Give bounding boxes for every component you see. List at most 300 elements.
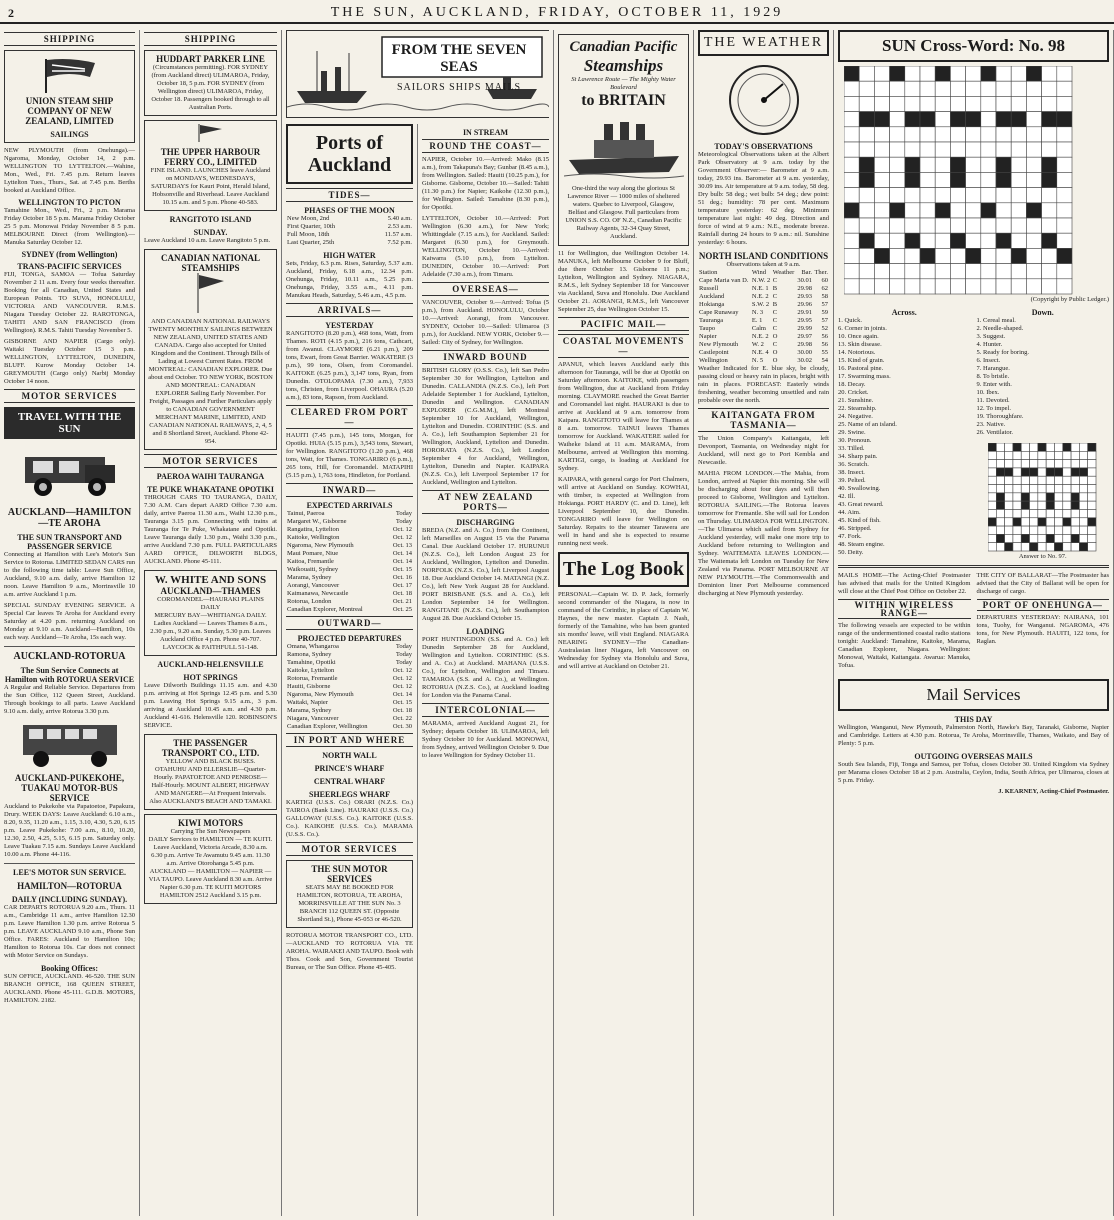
crossword-cell xyxy=(1013,443,1021,451)
crossword-cell xyxy=(859,112,874,127)
crossword-cell xyxy=(844,188,859,203)
crossword-cell xyxy=(1063,518,1071,526)
crossword-cell xyxy=(1087,509,1095,517)
down-clue: 26. Ventilator. xyxy=(976,429,1014,436)
across-clue: 1. Quick. xyxy=(838,317,863,324)
crossword-cell xyxy=(1071,543,1079,551)
crossword-cell xyxy=(1046,485,1054,493)
huddart-ad xyxy=(144,50,277,116)
across-clue: 47. Fork. xyxy=(838,533,862,540)
across-clue: 46. Stripped. xyxy=(838,525,872,532)
barometer-icon xyxy=(699,60,829,138)
across-clue: 39. Pelted. xyxy=(838,477,866,484)
crossword-cell xyxy=(1041,142,1056,157)
crossword-cell xyxy=(950,279,965,294)
table-row: Napier N.E. 2 O 29.97 56 xyxy=(699,333,828,340)
crossword-cell xyxy=(874,127,889,142)
crossword-cell xyxy=(1011,233,1026,248)
crossword-cell xyxy=(920,188,935,203)
crossword-cell xyxy=(1046,460,1054,468)
table-row: Rotorua, London Oct. 21 xyxy=(287,598,412,605)
crossword-cell xyxy=(1004,509,1012,517)
column-4 xyxy=(418,124,554,1216)
across-clue: 38. Insect. xyxy=(838,469,865,476)
crossword-cell xyxy=(1079,451,1087,459)
obs-text: Meteorological Observations taken at the Albert Park Observatory at 9 a.m. today by the Government Observer:— Barometer at 9 a.m. today, 29.93 ins. Barometer at 9 a.m. yesterday, 30.09 ins. Air temperature at 9 a.m. today, 58 deg. Dry bulb: 58 deg.; wet bulb: 54 deg.; dew point: 51 deg.; humidity: 78 per cent. Maximum temperature yesterday: 62 deg. Minimum temperature last night: 49 deg. Direction and force of wind at 9 a.m.: N.E., moderate breeze. Rainfall during 24 hours to 9 a.m.: nil. Sunshine yesterday: 6 hours. xyxy=(698,151,829,246)
crossword-cell xyxy=(904,188,919,203)
column-5 xyxy=(554,30,694,1216)
inward-bound-text: BRITISH GLORY (O.S.S. Co.), left San Pedro September 30 for Wellington, Lyttelton and Dunedin. CALLANDIA (N.Z.S. Co.), left Port Adelaide September 1 for Auckland, Lyttelton, Dunedin and Wellington. CANADIAN EXPLORER (C.G.M.M.), left Montreal September 10 for Auckland, Wellington, Lyttelton and Dunedin. CORINTHIC (S.S. and A. Co.), left Southampton September 21 for Wellington, Auckland, Lyttelton and Dunedin. HORORATA (N.Z.S. Co.), left London September 4 for Auckland, Wellington, Lyttelton, Dunedin and Napier. KAIPARA (N.Z.S. Co.), left Liverpool September 17 for Auckland, Wellington and Lyttelton. xyxy=(422,367,549,486)
across-clue: 22. Steamship. xyxy=(838,405,877,412)
te-aroha-sub: THE SUN TRANSPORT AND PASSENGER SERVICE xyxy=(17,533,122,551)
crossword-cell xyxy=(920,233,935,248)
crossword-cell xyxy=(988,509,996,517)
crossword-cell xyxy=(1087,451,1095,459)
crossword-cell xyxy=(1056,188,1071,203)
crossword-cell xyxy=(904,264,919,279)
crossword-cell xyxy=(965,157,980,172)
across-clue: 13. Skin disease. xyxy=(838,341,882,348)
crossword-cell xyxy=(965,188,980,203)
rotorua-para: A Regular and Reliable Service. Departures from the Sun Office, 112 Queen Street, Auckland. Through bookings to all parts. Leave Auckland 9.10 a.m. daily, arrive Rotorua 3.30 p.m. xyxy=(4,684,135,715)
across-clue: 50. Deity. xyxy=(838,549,864,556)
cleared-text: HAUITI (7.45 p.m.), 145 tons, Morgan, for Opotiki. HUIA (5.15 p.m.), 3,543 tons, Stewart, for Wellington. RANGITOTO (1.20 p.m.), 468 tons, Watt, for Thames. TONGARIRO (6 p.m.), 265 tons, Hill, for Coromandel. MATAPIHI (5.15 p.m.), 1,763 tons, Hindleton, for Portland. xyxy=(286,432,413,479)
crossword-cell xyxy=(965,279,980,294)
crossword-cell xyxy=(935,112,950,127)
crossword-cell xyxy=(1087,443,1095,451)
table-row: First Quarter, 10th 2.53 a.m. xyxy=(287,223,412,230)
table-row: Tainui, Paeroa Today xyxy=(287,510,412,517)
upper-harbour-title: THE UPPER HARBOUR FERRY CO., LIMITED xyxy=(160,147,261,167)
crossword-cell xyxy=(1013,468,1021,476)
mails-home-text: MAILS HOME—The Acting-Chief Postmaster has advised that mails for the United Kingdom will close at the Chief Post Office on October 22. xyxy=(838,572,971,595)
down-clue: 8. To bristle. xyxy=(976,373,1010,380)
crossword-cell xyxy=(996,509,1004,517)
table-row: Wellington N. 5 O 30.02 54 xyxy=(699,357,828,364)
white-text: MERCURY BAY—WHITIANGA DAILY. Ladies Auckland — Leaves Thames 8 a.m., 2.30 p.m., 9.20 a.m. Sunday, 5.30 p.m. Leaves Auckland Office 4 p.m. Phone 40-707. LAYCOCK & FAITHFULL 51-148. xyxy=(150,612,271,651)
crossword-cell xyxy=(1056,81,1071,96)
crossword-cell xyxy=(1038,468,1046,476)
picton-heading: WELLINGTON TO PICTON xyxy=(18,198,121,207)
across-clue: 16. Pastoral pine. xyxy=(838,365,884,372)
passenger-sub: YELLOW AND BLACK BUSES. xyxy=(165,758,256,765)
table-row: Kaitoke, Wellington Oct. 12 xyxy=(287,534,412,541)
crossword-cell xyxy=(1011,66,1026,81)
crossword-cell xyxy=(1056,96,1071,111)
crossword-cell xyxy=(950,157,965,172)
crossword-cell xyxy=(950,172,965,187)
crossword-cell xyxy=(1029,493,1037,501)
seven-seas-banner xyxy=(286,30,549,118)
answer-label: Answer to No. 97. xyxy=(1018,553,1067,560)
arrivals-text: RANGITOTO (8.20 p.m.), 468 tons, Watt, from Thames. ROTI (4.15 p.m.), 216 tons, Cathcart, from Awanui. CLAYMORE (6.21 p.m.), 209 tons, Ewart, from Great Barrier. WAKATERE (3 p.m.), 99 tons, Olsen, from Coromandel. KAITOKE (6.25 p.m.), 3,147 tons, Ryan, from Dunedin. OTOLOPAMA (7.30 a.m.), 7,933 tons, Christen, from Liverpool. OHAURA (5.20 a.m.), 83 tons, Rapson, from Auckland. xyxy=(286,330,413,401)
kiwi-title: KIWI MOTORS xyxy=(177,818,244,828)
crossword-cell xyxy=(1021,485,1029,493)
across-clue: 33. Tilled. xyxy=(838,445,865,452)
rotorua-title: AUCKLAND-ROTORUA xyxy=(13,651,126,662)
crossword-cell xyxy=(1004,476,1012,484)
crossword-cell xyxy=(920,142,935,157)
crossword-cell xyxy=(859,248,874,263)
crossword-cell xyxy=(965,248,980,263)
crossword-cell xyxy=(935,248,950,263)
crossword-cell xyxy=(980,188,995,203)
crossword-cell xyxy=(1038,534,1046,542)
crossword-cell xyxy=(1026,142,1041,157)
column-3 xyxy=(282,124,418,1216)
central-heading: CENTRAL WHARF xyxy=(313,777,386,786)
motor-services-heading: MOTOR SERVICES xyxy=(4,389,135,403)
crossword-cell xyxy=(1021,451,1029,459)
moon-table xyxy=(286,215,413,247)
crossword-cell xyxy=(874,66,889,81)
crossword-cell xyxy=(935,218,950,233)
crossword-cell xyxy=(996,451,1004,459)
crossword-cell xyxy=(996,543,1004,551)
crossword-cell xyxy=(1079,493,1087,501)
table-row: Tauranga E. 1 C 29.95 57 xyxy=(699,317,828,324)
crossword-cell xyxy=(874,203,889,218)
crossword-cell xyxy=(1021,493,1029,501)
crossword-cell xyxy=(965,66,980,81)
white-sub: AUCKLAND—THAMES xyxy=(160,586,261,596)
table-row: Ngaroma, New Plymouth Oct. 13 xyxy=(287,542,412,549)
across-clue: 42. Ill. xyxy=(838,493,856,500)
crossword-cell xyxy=(935,264,950,279)
crossword-cell xyxy=(1026,172,1041,187)
crossword-cell xyxy=(859,218,874,233)
crossword-cell xyxy=(904,172,919,187)
crossword-cell xyxy=(988,534,996,542)
crossword-cell xyxy=(996,501,1004,509)
crossword-cell xyxy=(889,96,904,111)
crossword-cell xyxy=(889,248,904,263)
crossword-cell xyxy=(1071,501,1079,509)
crossword-cell xyxy=(904,248,919,263)
crossword-cell xyxy=(988,501,996,509)
coastal-text: APANUI, which leaves Auckland early this afternoon for Tauranga, will be due at Opotiki on Saturday afternoon. KAITOKE, with passengers from Wellington, due at Auckland from Friday morning. CLAYMORE reached the Great Barrier and Coromandel last night. HAURAKI is due to arrive at Auckland at 9 a.m. tomorrow from Kaipara. RANGITOTO will leave for Thames at 8 a.m. tomorrow. TAINUI leaves Thames tomorrow for Auckland. WAKATERE sailed for Waiheke Island at 11 a.m. MARAMA, from Melbourne, arrived at Wellington this morning. KARTIGI, cargo, is loading at Auckland for Sydney. xyxy=(558,361,689,472)
intercolonial-text: MARAMA, arrived Auckland August 21, for Sydney; departs October 18. ULIMAROA, left Sydney October 10 for Auckland. MONOWAI, from Sydney, arrived Wellington October 9. Due to leave Wellington for Sydney October 11. xyxy=(422,720,549,759)
table-row: Tamahine, Opotiki Today xyxy=(287,659,412,666)
crossword-cell xyxy=(1071,460,1079,468)
travel-sun-banner: TRAVEL WITH THE SUN xyxy=(4,407,135,439)
passenger-text: OTAHUHU AND ELLERSLIE—Quarter-Hourly. PAPATOETOE AND PENROSE—Half-Hourly. MOUNT ALBERT, HIGHWAY AND MANGERE—At Frequent Intervals. Also AUCKLAND'S BEACH AND TAMAKI. xyxy=(149,766,272,805)
section-heading: SHIPPING xyxy=(4,32,135,46)
across-clue: 24. Negative. xyxy=(838,413,873,420)
crossword-cell xyxy=(1079,526,1087,534)
table-row: Canadian Explorer, Montreal Oct. 25 xyxy=(287,606,412,613)
te-aroha-title: AUCKLAND—HAMILTON—TE AROHA xyxy=(7,507,132,529)
crossword-cell xyxy=(1079,501,1087,509)
crossword-cell xyxy=(1079,534,1087,542)
crossword-cell xyxy=(965,81,980,96)
crossword-cell xyxy=(1041,248,1056,263)
crossword-cell xyxy=(1021,443,1029,451)
todays-obs-heading: TODAY'S OBSERVATIONS xyxy=(714,142,813,151)
crossword-cell xyxy=(950,142,965,157)
outward-heading: OUTWARD— xyxy=(286,616,413,630)
crossword-cell xyxy=(1013,485,1021,493)
coast-text-b: LYTTELTON, October 10.—Arrived: Port Wellington (6.30 a.m.), for New York; Whittingdale (7.15 a.m.), for Auckland. Sailed: Margaret (6.30 p.m.), for Greymouth. WELLINGTON, October 10.—Arrived: Kaiwarra (5.10 p.m.), from Lyttelton. DUNEDIN, October 10.—Arrived: Port Adelaide (7.30 a.m.), from Timaru. xyxy=(422,215,549,278)
crossword-cell xyxy=(1013,518,1021,526)
crossword-cell xyxy=(844,142,859,157)
crossword-cell xyxy=(1056,279,1071,294)
round-coast-heading: ROUND THE COAST— xyxy=(422,139,549,153)
crossword-cell xyxy=(874,233,889,248)
crossword-cell xyxy=(996,142,1011,157)
in-port-text: KARTIGI (U.S.S. Co.) ORARI (N.Z.S. Co.) TAIROA (Bank Line). HAURAKI (U.S.S. Co.) GALLOWAY (U.S.S. Co.). KAITOKE (U.S.S. Co.). KAIKOHE (U.S.S. Co.). MARAMA (U.S.S. Co.). xyxy=(286,799,413,838)
down-clues xyxy=(977,317,1110,437)
crossword-cell xyxy=(988,493,996,501)
crossword-cell xyxy=(1087,526,1095,534)
crossword-cell xyxy=(1054,476,1062,484)
crossword-cell xyxy=(1056,203,1071,218)
newspaper-title: THE SUN, AUCKLAND, FRIDAY, OCTOBER 11, 1929 xyxy=(330,5,784,20)
crossword-cell xyxy=(844,233,859,248)
table-row: Waikouaiti, Sydney Oct. 15 xyxy=(287,566,412,573)
crossword-cell xyxy=(1063,460,1071,468)
crossword-cell xyxy=(1026,203,1041,218)
crossword-cell xyxy=(889,172,904,187)
crossword-cell xyxy=(996,188,1011,203)
crossword-cell xyxy=(1079,509,1087,517)
crossword-cell xyxy=(1056,264,1071,279)
crossword-cell xyxy=(1056,112,1071,127)
crossword-cell xyxy=(980,127,995,142)
crossword-cell xyxy=(889,233,904,248)
crossword-cell xyxy=(1087,493,1095,501)
crossword-cell xyxy=(874,142,889,157)
princes-heading: PRINCE'S WHARF xyxy=(314,764,385,773)
table-row: Kaitoke, Lyttelton Oct. 12 xyxy=(287,667,412,674)
ballarat-text: THE CITY OF BALLARAT—The Postmaster has advised that the City of Ballarat will be open for discharge of cargo. xyxy=(976,572,1109,595)
crossword-grid xyxy=(844,66,1104,296)
crossword-cell xyxy=(1029,451,1037,459)
crossword-cell xyxy=(996,264,1011,279)
down-clue: 11. Devoted. xyxy=(976,397,1010,404)
booking-heading: Booking Offices: xyxy=(40,964,99,973)
down-clue: 1. Cereal meal. xyxy=(976,317,1016,324)
copyright: (Copyright by Public Ledger.) xyxy=(1030,296,1109,303)
crossword-cell xyxy=(859,203,874,218)
crossword-cell xyxy=(980,203,995,218)
across-clue: 45. Kind of fish. xyxy=(838,517,881,524)
crossword-cell xyxy=(859,96,874,111)
crossword-cell xyxy=(980,264,995,279)
crossword-cell xyxy=(1063,493,1071,501)
crossword-cell xyxy=(1041,112,1056,127)
cp-sub: St Lawrence Route — The Mighty Water Boulevard xyxy=(571,76,676,91)
crossword-cell xyxy=(889,66,904,81)
crossword-cell xyxy=(950,264,965,279)
crossword-cell xyxy=(1011,188,1026,203)
cn-sub: AND CANADIAN NATIONAL RAILWAYS xyxy=(151,318,270,325)
crossword-cell xyxy=(1041,218,1056,233)
crossword-title: SUN Cross-Word: No. 98 xyxy=(838,30,1109,62)
crossword-cell xyxy=(1079,443,1087,451)
crossword-cell xyxy=(935,188,950,203)
crossword-cell xyxy=(965,218,980,233)
crossword-cell xyxy=(1054,460,1062,468)
crossword-cell xyxy=(920,264,935,279)
crossword-cell xyxy=(996,233,1011,248)
crossword-cell xyxy=(1038,509,1046,517)
table-row: New Plymouth W. 2 C 29.98 56 xyxy=(699,341,828,348)
column-6 xyxy=(694,30,834,1216)
crossword-cell xyxy=(859,66,874,81)
crossword-cell xyxy=(874,248,889,263)
signature: J. KEARNEY, Acting-Chief Postmaster. xyxy=(998,788,1109,795)
crossword-cell xyxy=(1004,493,1012,501)
crossword-cell xyxy=(1087,468,1095,476)
pacific-text: 11 for Wellington, due Wellington October 14. MANUKA, left Melbourne October 9 for Bluff, due there October 13. Gisborne 11 p.m.; Lyttelton, Wellington and Sydney. NIAGARA, R.M.S., left Sydney September 18 for Vancouver via Auckland, Suva and Honolulu. Due Auckland October 21. AORANGI, R.M.S., left Vancouver September 25, due Wellington October 15. xyxy=(558,250,689,313)
crossword-cell xyxy=(965,203,980,218)
crossword-cell xyxy=(1046,476,1054,484)
rotorua-sub: The Sun Service Connects at Hamilton with ROTORUA SERVICE xyxy=(4,666,135,684)
crossword-cell xyxy=(1054,526,1062,534)
crossword-cell xyxy=(859,157,874,172)
crossword-cell xyxy=(844,127,859,142)
table-row: Ngaroma, New Plymouth Oct. 14 xyxy=(287,691,412,698)
crossword-cell xyxy=(1056,172,1071,187)
crossword-cell xyxy=(874,218,889,233)
across-heading: Across. xyxy=(891,308,917,317)
crossword-cell xyxy=(1038,493,1046,501)
crossword-cell xyxy=(889,157,904,172)
crossword-cell xyxy=(1013,451,1021,459)
crossword-cell xyxy=(1071,485,1079,493)
rangitoto-text: Leave Auckland 10 a.m. Leave Rangitoto 5 p.m. xyxy=(144,237,271,244)
across-clue: 15. Kind of grain. xyxy=(838,357,885,364)
expected-heading: EXPECTED ARRIVALS xyxy=(306,501,393,510)
kiwi-sub: Carrying The Sun Newspapers xyxy=(170,828,251,835)
crossword-cell xyxy=(1054,543,1062,551)
crossword-cell xyxy=(1087,518,1095,526)
table-row: Maui Pomare, Niue Oct. 14 xyxy=(287,550,412,557)
crossword-cell xyxy=(874,81,889,96)
table-row: Auckland N.E. 2 C 29.93 58 xyxy=(699,293,828,300)
down-clue: 7. Harangue. xyxy=(976,365,1010,372)
crossword-cell xyxy=(904,142,919,157)
across-clue: 43. Great reward. xyxy=(838,501,884,508)
crossword-cell xyxy=(1041,188,1056,203)
mail-text: Wellington, Wanganui, New Plymouth, Palmerston North, Hawke's Bay, Taranaki, Gisborne, Napier and Cambridge. Letters at 4.30 p.m. Rotorua, Te Aroha, Morrinsville, Thames, Waikato, and Bay of Plenty: 5 p.m. xyxy=(838,724,1109,747)
crossword-cell xyxy=(1011,112,1026,127)
crossword-cell xyxy=(1011,264,1026,279)
hot-springs-title: HOT SPRINGS xyxy=(183,673,238,682)
crossword-cell xyxy=(980,157,995,172)
crossword-cell xyxy=(1029,526,1037,534)
crossword-cell xyxy=(996,526,1004,534)
crossword-cell xyxy=(1071,476,1079,484)
weather-title: THE WEATHER xyxy=(698,30,829,56)
crossword-cell xyxy=(859,142,874,157)
down-clue: 23. Native. xyxy=(976,421,1006,428)
te-aroha-text xyxy=(4,551,135,642)
crossword-cell xyxy=(1079,468,1087,476)
crossword-cell xyxy=(1041,157,1056,172)
crossword-cell xyxy=(920,279,935,294)
banner-title: FROM THE SEVEN SEAS xyxy=(391,42,527,75)
crossword-cell xyxy=(920,81,935,96)
crossword-cell xyxy=(1079,485,1087,493)
wireless-heading: WITHIN WIRELESS RANGE— xyxy=(838,599,971,619)
crossword-cell xyxy=(965,142,980,157)
table-row: Full Moon, 18th 11.57 a.m. xyxy=(287,231,412,238)
crossword-cell xyxy=(859,279,874,294)
crossword-cell xyxy=(904,81,919,96)
log-book-title: The Log Book xyxy=(558,552,689,587)
crossword-cell xyxy=(844,203,859,218)
paeroa-sub: TE PUKE WHAKATANE OPOTIKI xyxy=(147,485,274,494)
crossword-cell xyxy=(1011,96,1026,111)
crossword-cell xyxy=(1026,127,1041,142)
crossword-cell xyxy=(996,66,1011,81)
union-flag-icon xyxy=(40,57,100,93)
crossword-cell xyxy=(1011,172,1026,187)
table-row: New Moon, 2nd 5.40 a.m. xyxy=(287,215,412,222)
crossword-cell xyxy=(988,526,996,534)
down-clue: 4. Hunter. xyxy=(976,341,1003,348)
crossword-cell xyxy=(1038,543,1046,551)
down-clue: 5. Ready for boring. xyxy=(976,349,1030,356)
crossword-cell xyxy=(874,112,889,127)
down-clue: 3. Suggest. xyxy=(976,333,1006,340)
ham-rot-title: HAMILTON—ROTORUA xyxy=(17,881,122,891)
motor-heading: MOTOR SERVICES xyxy=(286,842,413,856)
table-row: Cape Maria van D. N.W. 2 C 30.01 60 xyxy=(699,277,828,284)
crossword-cell xyxy=(1063,443,1071,451)
helensville-title: AUCKLAND-HELENSVILLE xyxy=(157,660,264,669)
crossword-cell xyxy=(1011,203,1026,218)
table-row: Rangatira, Lyttelton Oct. 12 xyxy=(287,526,412,533)
kiwi-motors-ad xyxy=(144,814,277,904)
crossword-cell xyxy=(950,188,965,203)
crossword-cell xyxy=(1026,96,1041,111)
crossword-cell xyxy=(1004,485,1012,493)
crossword-cell xyxy=(889,127,904,142)
crossword-cell xyxy=(1041,264,1056,279)
table-row: Hokianga S.W. 2 B 29.96 57 xyxy=(699,301,828,308)
table-row: Cape Runaway N. 3 C 29.91 59 xyxy=(699,309,828,316)
crossword-cell xyxy=(996,172,1011,187)
across-clue: 17. Swarming mass. xyxy=(838,373,891,380)
crossword-cell xyxy=(904,233,919,248)
crossword-cell xyxy=(1056,127,1071,142)
sailings-heading: SAILINGS xyxy=(50,130,89,139)
crossword-cell xyxy=(1013,460,1021,468)
crossword-cell xyxy=(1026,279,1041,294)
crossword-cell xyxy=(1013,534,1021,542)
table-row: Marama, Sydney Oct. 16 xyxy=(287,574,412,581)
crossword-cell xyxy=(1029,460,1037,468)
col6-more-text: MAHIA FROM LONDON.—The Mahia, from London, arrived at Napier this morning. She will be discharging about four days and will then proceed to Gisborne, Wellington and Lyttelton. ROTORUA SAILING.—The Rotorua leaves tomorrow for Fremantle. She will sail for London on Thursday. ULIMAROA FOR WELLINGTON.—The Ulimaroa which sailed from Sydney for Auckland yesterday, will make one more trip to Auckland before returning to Wellington and Sydney. WAITEMATA LEAVES LONDON.—The Waitemata left London on Tuesday for New Zealand via Panama. PORT MELBOURNE AT NEW PLYMOUTH.—The Commonwealth and Dominion liner Port Melbourne commenced discharging at New Plymouth yesterday. xyxy=(698,470,829,597)
crossword-cell xyxy=(1054,451,1062,459)
ports-of-auckland-title: Ports of Auckland xyxy=(286,124,413,184)
crossword-cell xyxy=(1056,233,1071,248)
intercolonial-heading: INTERCOLONIAL— xyxy=(422,703,549,717)
crossword-cell xyxy=(965,172,980,187)
crossword-cell xyxy=(988,460,996,468)
crossword-cell xyxy=(889,81,904,96)
crossword-cell xyxy=(996,81,1011,96)
ham-rot-sub: DAILY (INCLUDING SUNDAY). xyxy=(11,895,128,904)
wireless-text: The following vessels are expected to be within range of the undermentioned coastal radio stations tonight: Auckland: Tamahine, Kaitoke, Marama, Canadian Explorer, Niagara. Wellington: Monowai, Waitaki, Kaitangata. Awarua: Manuka, Tofua. xyxy=(838,622,971,669)
crossword-cell xyxy=(1046,468,1054,476)
crossword-cell xyxy=(920,127,935,142)
tides-heading: TIDES— xyxy=(286,188,413,202)
sun-motor-ad xyxy=(286,860,413,928)
